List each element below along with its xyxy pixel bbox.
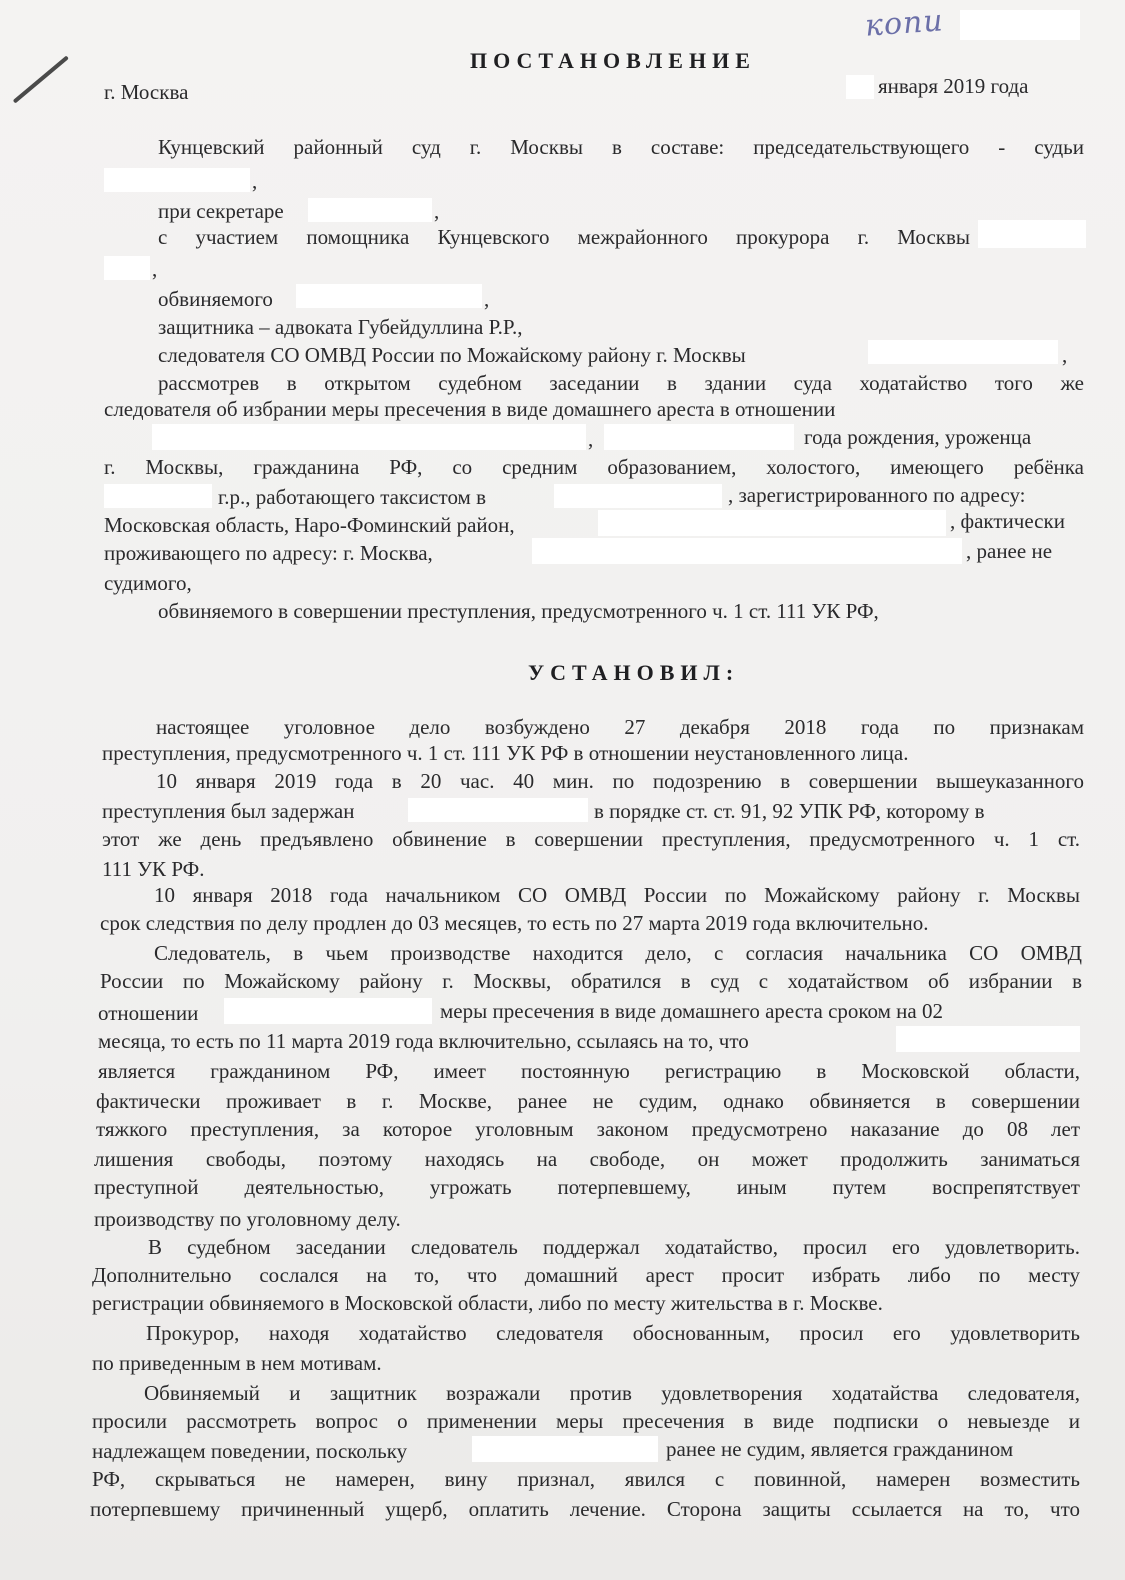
document-title: ПОСТАНОВЛЕНИЕ [470, 48, 756, 73]
redaction [104, 256, 150, 280]
text-line: защитника – адвоката Губейдуллина Р.Р., [158, 315, 523, 339]
text-line: по приведенным в нем мотивам. [92, 1351, 382, 1375]
text-line: Обвиняемый и защитник возражали против удовлетворения ходатайства следователя, [144, 1381, 1080, 1405]
redaction [960, 10, 1080, 40]
text-line: В судебном заседании следователь поддержал ходатайство, просил его удовлетворить. [148, 1235, 1080, 1259]
redaction [152, 424, 586, 450]
text-line: , [484, 287, 490, 311]
text-line: является гражданином РФ, имеет постоянную регистрацию в Московской области, [98, 1059, 1080, 1083]
text-line: потерпевшему причиненный ущерб, оплатить лечение. Сторона защиты ссылается на то, что [90, 1497, 1080, 1521]
text-line: , [1062, 343, 1068, 367]
text-line: , [434, 199, 440, 223]
redaction [532, 538, 962, 564]
text-line: просили рассмотреть вопрос о применении меры пресечения в виде подписки о невыезде и [92, 1409, 1080, 1433]
date: января 2019 года [878, 74, 1029, 98]
text-line: отношении [98, 1001, 199, 1025]
redaction [472, 1436, 658, 1462]
text-line: меры пресечения в виде домашнего ареста сроком на 02 [440, 999, 943, 1023]
text-line: регистрации обвиняемого в Московской области, либо по месту жительства в г. Москве. [92, 1291, 883, 1315]
text-line: , фактически [950, 509, 1065, 533]
text-line: , зарегистрированного по адресу: [728, 483, 1026, 507]
redaction [308, 198, 432, 222]
text-line: Следователь, в чьем производстве находится дело, с согласия начальника СО ОМВД [154, 941, 1082, 965]
section-title: УСТАНОВИЛ: [528, 660, 740, 685]
redaction [104, 168, 250, 192]
text-line: Прокурор, находя ходатайство следователя обоснованным, просил его удовлетворить [146, 1321, 1080, 1345]
text-line: ранее не судим, является гражданином [666, 1437, 1014, 1461]
redaction [224, 998, 432, 1024]
text-line: рассмотрев в открытом судебном заседании в здании суда ходатайство того же [158, 371, 1084, 395]
redaction [604, 424, 794, 450]
text-line: , [152, 257, 158, 281]
redaction [598, 510, 946, 536]
text-line: обвиняемого [158, 287, 273, 311]
text-line: Дополнительно сослался на то, что домашний арест просит избрать либо по месту [92, 1263, 1080, 1287]
text-line: производству по уголовному делу. [94, 1207, 401, 1231]
text-line: РФ, скрываться не намерен, вину признал, явился с повинной, намерен возместить [92, 1467, 1080, 1491]
text-line: при секретаре [158, 199, 284, 223]
text-line: преступления, предусмотренного ч. 1 ст. 111 УК РФ в отношении неустановленного лица. [102, 741, 909, 765]
redaction [846, 75, 874, 99]
text-line: судимого, [104, 571, 192, 595]
redaction [868, 340, 1058, 364]
text-line: преступной деятельностью, угрожать потерпевшему, иным путем воспрепятствует [94, 1175, 1080, 1199]
text-line: преступления был задержан [102, 799, 355, 823]
text-line: месяца, то есть по 11 марта 2019 года включительно, ссылаясь на то, что [98, 1029, 749, 1053]
text-line: 10 января 2019 года в 20 час. 40 мин. по подозрению в совершении вышеуказанного [156, 769, 1084, 793]
handwritten-note: копи [863, 3, 945, 44]
city: г. Москва [104, 80, 189, 104]
text-line: , [252, 169, 258, 193]
text-line: , ранее не [966, 539, 1053, 563]
text-line: 10 января 2018 года начальником СО ОМВД России по Можайскому району г. Москвы [154, 883, 1080, 907]
text-line: этот же день предъявлено обвинение в совершении преступления, предусмотренного ч. 1 ст. [102, 827, 1080, 851]
redaction [104, 484, 212, 508]
text-line: тяжкого преступления, за которое уголовным законом предусмотрено наказание до 08 лет [96, 1117, 1080, 1141]
redaction [896, 1026, 1080, 1052]
text-line: в порядке ст. ст. 91, 92 УПК РФ, которому в [594, 799, 985, 823]
redaction [408, 798, 588, 822]
text-line: , [588, 427, 594, 451]
redaction [554, 484, 722, 508]
text-line: следователя об избрании меры пресечения в виде домашнего ареста в отношении [104, 397, 836, 421]
text-line: лишения свободы, поэтому находясь на свободе, он может продолжить заниматься [94, 1147, 1080, 1171]
text-line: Московская область, Наро-Фоминский район, [104, 513, 515, 537]
text-line: 111 УК РФ. [102, 857, 205, 881]
redaction [978, 220, 1086, 248]
text-line: фактически проживает в г. Москве, ранее не судим, однако обвиняется в совершении [96, 1089, 1080, 1113]
text-line: проживающего по адресу: г. Москва, [104, 541, 433, 565]
text-line: года рождения, уроженца [804, 425, 1032, 449]
pen-mark [13, 55, 69, 103]
text-line: г. Москвы, гражданина РФ, со средним образованием, холостого, имеющего ребёнка [104, 455, 1084, 479]
redaction [296, 284, 482, 308]
text-line: России по Можайскому району г. Москвы, обратился в суд с ходатайством об избрании в [100, 969, 1082, 993]
text-line: г.р., работающего таксистом в [218, 485, 487, 509]
text-line: срок следствия по делу продлен до 03 месяцев, то есть по 27 марта 2019 года включительно. [100, 911, 929, 935]
text-line: с участием помощника Кунцевского межрайонного прокурора г. Москвы [158, 225, 970, 249]
text-line: надлежащем поведении, поскольку [92, 1439, 408, 1463]
text-line: обвиняемого в совершении преступления, предусмотренного ч. 1 ст. 111 УК РФ, [158, 599, 879, 623]
text-line: Кунцевский районный суд г. Москвы в составе: председательствующего - судьи [158, 135, 1084, 159]
text-line: настоящее уголовное дело возбуждено 27 декабря 2018 года по признакам [156, 715, 1084, 739]
text-line: следователя СО ОМВД России по Можайскому району г. Москвы [158, 343, 746, 367]
